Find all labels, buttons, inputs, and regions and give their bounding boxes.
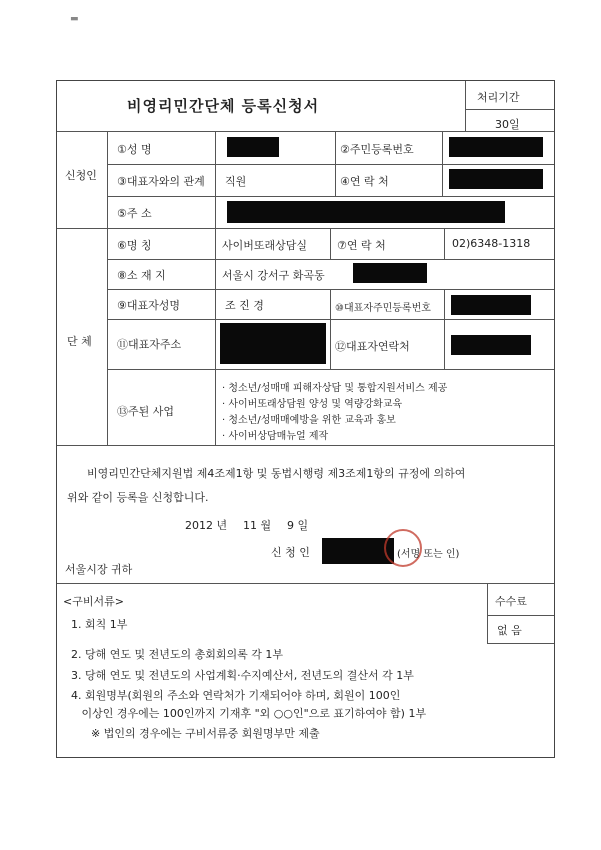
document-item: 3. 당해 연도 및 전년도의 사업계획·수지예산서, 전년도의 결산서 각 1부 <box>71 669 414 682</box>
business-item: · 사이버상담매뉴얼 제작 <box>222 431 329 442</box>
org-name-label: ⑥명 칭 <box>117 239 152 252</box>
processing-period-label: 처리기간 <box>477 91 520 104</box>
applicant-section-label: 신청인 <box>65 169 97 182</box>
redacted-applicant-address <box>227 201 505 223</box>
redacted-rep-resident-no <box>451 295 531 315</box>
document-item: 이상인 경우에는 100인까지 기재후 "외 ○○인"으로 표기하여야 함) 1부 <box>71 707 427 720</box>
date-day: 9 일 <box>287 519 309 532</box>
date-year: 2012 년 <box>185 519 228 532</box>
document-note: ※ 법인의 경우에는 구비서류중 회원명부만 제출 <box>91 727 320 740</box>
document-item: 1. 회칙 1부 <box>71 618 128 631</box>
document-item: 2. 당해 연도 및 전년도의 총회회의록 각 1부 <box>71 648 283 661</box>
main-business-label: ⑬주된 사업 <box>117 405 175 418</box>
redacted-applicant-name <box>227 137 279 157</box>
rep-contact-label: ⑫대표자연락처 <box>335 340 410 353</box>
rep-address-label: ⑪대표자주소 <box>117 338 182 351</box>
signer-label: 신 청 인 <box>271 546 310 559</box>
org-location-value: 서울시 강서구 화곡동 <box>222 269 325 282</box>
fee-value: 없 음 <box>497 624 522 637</box>
relation-label: ③대표자와의 관계 <box>117 175 205 188</box>
org-name-value: 사이버또래상담실 <box>222 239 308 252</box>
applicant-resident-no-label: ②주민등록번호 <box>340 143 414 156</box>
organization-section-label: 단 체 <box>67 335 92 348</box>
statement-line-1: 비영리민간단체지원법 제4조제1항 및 동법시행령 제3조제1항의 규정에 의하여 <box>87 467 466 480</box>
processing-period-value: 30일 <box>495 118 520 131</box>
redacted-resident-no <box>449 137 543 157</box>
redacted-location-detail <box>353 263 427 283</box>
rep-resident-no-label: ⑩대표자주민등록번호 <box>335 303 431 314</box>
org-location-label: ⑧소 재 지 <box>117 269 166 282</box>
org-phone-value: 02)6348-1318 <box>452 237 531 250</box>
business-item: · 청소년/성매매예방을 위한 교육과 홍보 <box>222 415 396 426</box>
business-item: · 청소년/성매매 피해자상담 및 통합지원서비스 제공 <box>222 383 448 394</box>
form-title: 비영리민간단체 등록신청서 <box>127 97 320 115</box>
document-item: 4. 회원명부(회원의 주소와 연락처가 기재되어야 하며, 회원이 100인 <box>71 689 401 702</box>
applicant-address-label: ⑤주 소 <box>117 207 152 220</box>
addressee: 서울시장 귀하 <box>65 563 133 576</box>
documents-header: <구비서류> <box>63 595 124 608</box>
business-item: · 사이버또래상담원 양성 및 역량강화교육 <box>222 399 403 410</box>
rep-name-value: 조 진 경 <box>225 299 264 312</box>
redacted-rep-address <box>220 323 326 364</box>
scan-mark: ▬ <box>70 14 79 24</box>
applicant-contact-label: ④연 락 처 <box>340 175 389 188</box>
statement-line-2: 위와 같이 등록을 신청합니다. <box>67 491 209 504</box>
applicant-name-label: ①성 명 <box>117 143 152 156</box>
relation-value: 직원 <box>225 175 247 188</box>
rep-name-label: ⑨대표자성명 <box>117 299 180 312</box>
seal-suffix: (서명 또는 인) <box>397 549 460 560</box>
redacted-applicant-contact <box>449 169 543 189</box>
org-phone-label: ⑦연 락 처 <box>337 239 386 252</box>
registration-form <box>56 80 555 758</box>
redacted-rep-contact <box>451 335 531 355</box>
date-month: 11 월 <box>243 519 272 532</box>
fee-label: 수수료 <box>495 595 527 608</box>
redacted-signer-name <box>322 538 394 564</box>
